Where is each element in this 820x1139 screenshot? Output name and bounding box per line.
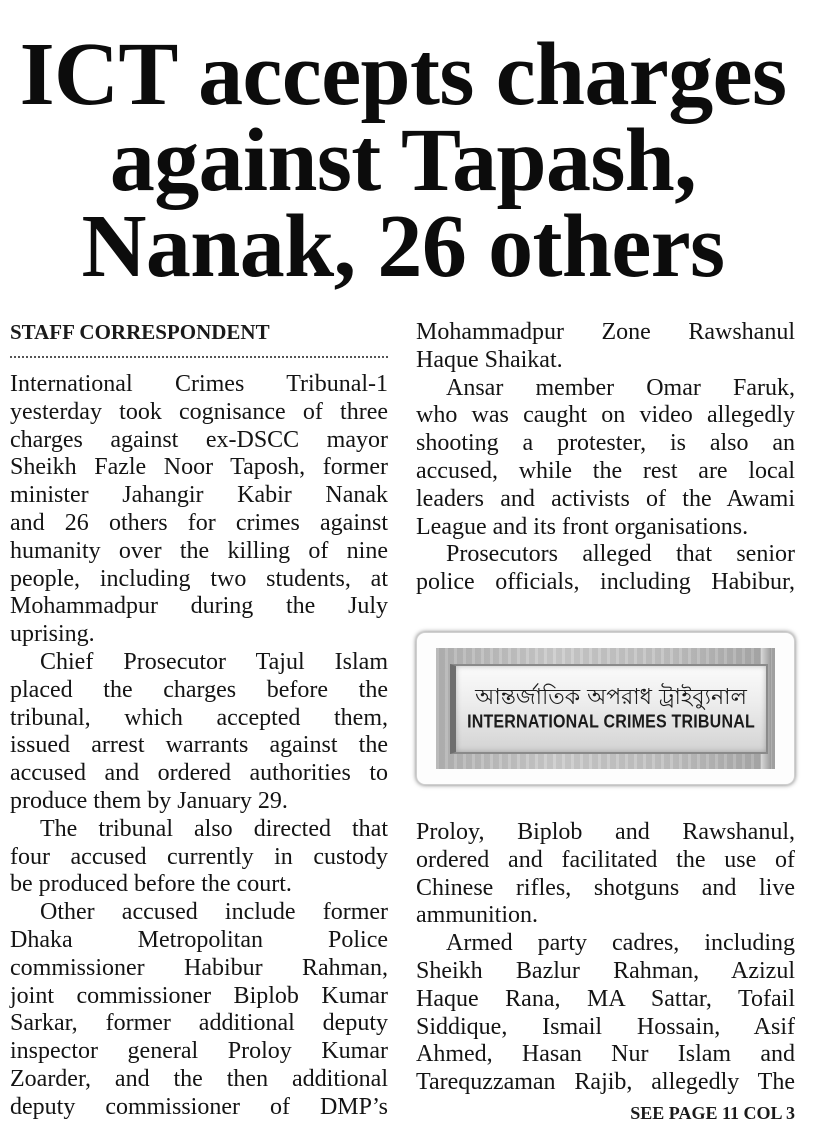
body-line: Chinese rifles, shotguns and live <box>416 874 795 901</box>
body-line: yesterday took cognisance of three <box>10 398 388 425</box>
body-line: ammunition. <box>416 902 538 929</box>
body-line: Ahmed, Hasan Nur Islam and <box>416 1041 795 1068</box>
body-line: Sheikh Bazlur Rahman, Azizul <box>416 957 795 984</box>
continued-on-page-note: SEE PAGE 11 COL 3 <box>630 1103 795 1123</box>
body-line: Zoarder, and the then additional <box>10 1065 388 1092</box>
body-line: ordered and facilitated the use of <box>416 846 795 873</box>
body-line: shooting a protester, is also an <box>416 430 795 457</box>
paragraph <box>10 816 388 899</box>
dotted-divider <box>10 356 388 358</box>
paragraph <box>10 649 388 816</box>
body-line: Armed party cadres, including <box>446 930 795 957</box>
body-line: Prosecutors alleged that senior <box>446 541 795 568</box>
body-line: Dhaka Metropolitan Police <box>10 926 388 953</box>
body-line: and 26 others for crimes against <box>10 509 388 536</box>
body-line: four accused currently in custody <box>10 843 388 870</box>
paragraph <box>416 319 795 375</box>
sign-bengali-text: আন্তর্জাতিক অপরাধ ট্রাইব্যুনাল <box>475 685 747 710</box>
headline-line: ICT accepts charges <box>19 25 787 124</box>
body-line: be produced before the court. <box>10 871 292 898</box>
headline-line: against Tapash, <box>109 111 697 210</box>
paragraph-continued <box>416 819 795 930</box>
body-line: accused and ordered authorities to <box>10 760 388 787</box>
body-line: issued arrest warrants against the <box>10 732 388 759</box>
byline: STAFF CORRESPONDENT <box>10 320 270 344</box>
body-line: humanity over the killing of nine <box>10 537 388 564</box>
right-column-bottom <box>416 819 795 1097</box>
body-line: Other accused include former <box>40 899 388 926</box>
body-line: Sheikh Fazle Noor Taposh, former <box>10 454 388 481</box>
body-line: who was caught on video allegedly <box>416 402 795 429</box>
body-line: people, including two students, at <box>10 565 388 592</box>
paragraph <box>10 899 388 1121</box>
body-line: deputy commissioner of DMP’s <box>10 1093 388 1120</box>
body-line: minister Jahangir Kabir Nanak <box>10 482 388 509</box>
paragraph <box>10 371 388 649</box>
body-line: joint commissioner Biplob Kumar <box>10 982 388 1009</box>
paragraph <box>416 541 795 597</box>
body-line: inspector general Proloy Kumar <box>10 1038 388 1065</box>
body-line: Mohammadpur Zone Rawshanul <box>416 319 795 345</box>
paragraph <box>416 375 795 542</box>
body-line: Sarkar, former additional deputy <box>10 1010 388 1037</box>
body-line: League and its front organisations. <box>416 513 749 540</box>
body-line: Proloy, Biplob and Rawshanul, <box>416 819 795 845</box>
body-line: placed the charges before the <box>10 676 388 703</box>
body-line: police officials, including Habibur, <box>416 569 795 596</box>
body-line: charges against ex-DSCC mayor <box>10 426 388 453</box>
body-line: Haque Rana, MA Sattar, Tofail <box>416 985 795 1012</box>
body-line: Ansar member Omar Faruk, <box>446 374 795 401</box>
body-line: Chief Prosecutor Tajul Islam <box>40 648 388 675</box>
tribunal-sign-photo <box>436 648 775 769</box>
headline <box>0 25 806 296</box>
body-line: accused, while the rest are local <box>416 457 795 484</box>
article-photo <box>416 632 795 785</box>
paragraph <box>416 930 795 1097</box>
body-line: Mohammadpur during the July <box>10 593 388 620</box>
body-line: tribunal, which accepted them, <box>10 704 388 731</box>
body-line: Haque Shaikat. <box>416 346 563 373</box>
right-column-top <box>416 319 795 597</box>
headline-line: Nanak, 26 others <box>81 197 725 296</box>
body-line: International Crimes Tribunal-1 <box>10 371 388 397</box>
body-line: Siddique, Ismail Hossain, Asif <box>416 1013 795 1040</box>
body-line: commissioner Habibur Rahman, <box>10 954 388 981</box>
sign-english-text: INTERNATIONAL CRIMES TRIBUNAL <box>467 712 755 733</box>
left-column <box>10 371 388 1122</box>
body-line: Tarequzzaman Rajib, allegedly The <box>416 1069 795 1096</box>
body-line: produce them by January 29. <box>10 787 288 814</box>
body-line: leaders and activists of the Awami <box>416 485 795 512</box>
body-line: The tribunal also directed that <box>40 815 388 842</box>
tribunal-sign <box>450 664 768 754</box>
body-line: uprising. <box>10 621 95 648</box>
